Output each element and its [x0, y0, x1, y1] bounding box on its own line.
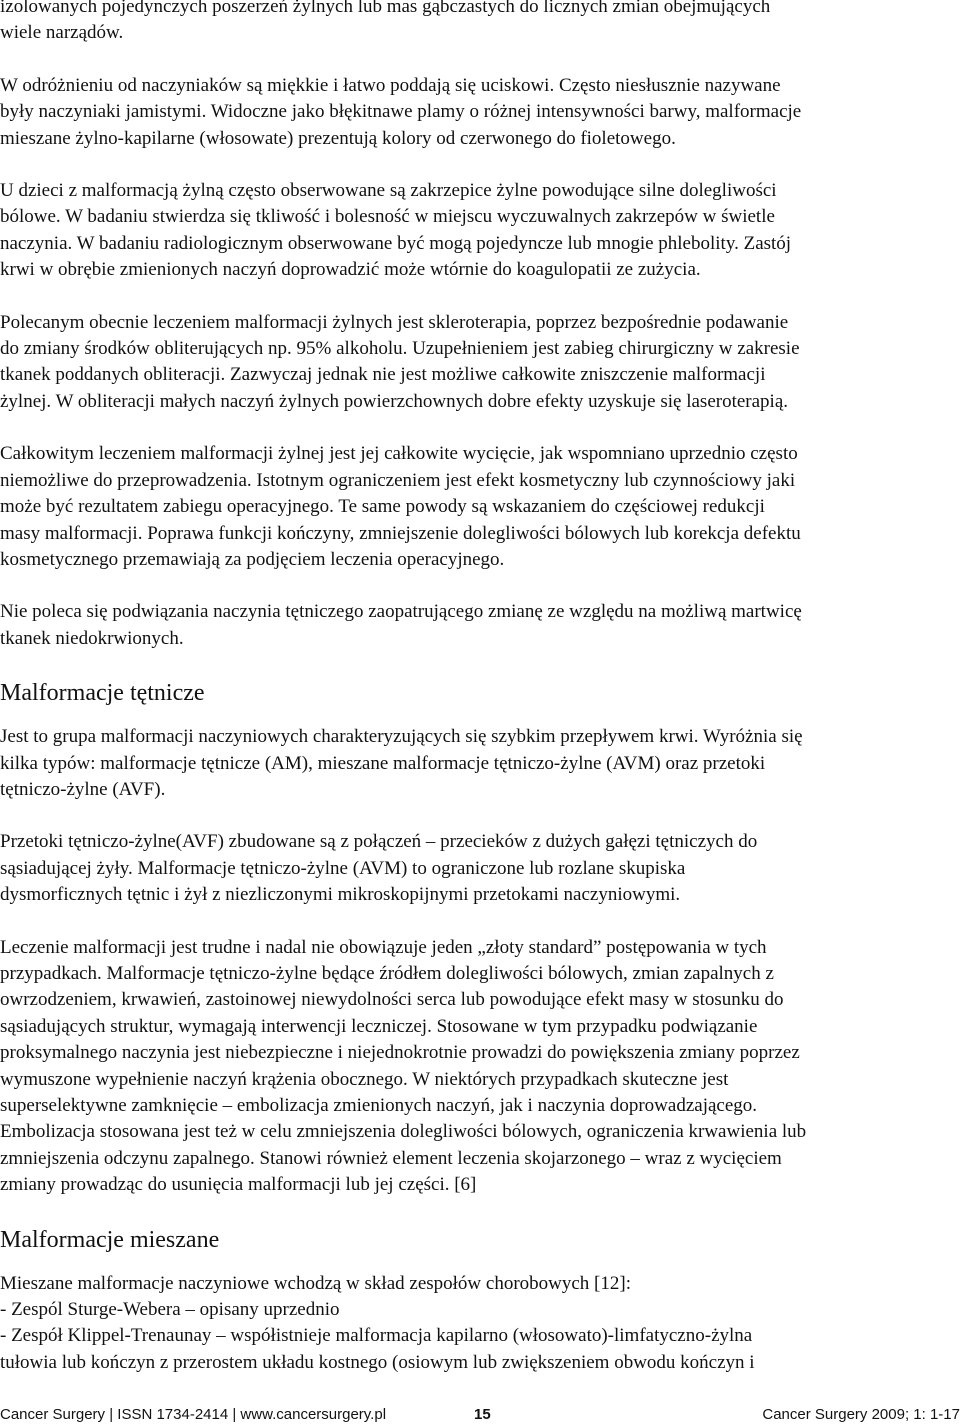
- text-line: niemożliwe do przeprowadzenia. Istotnym ograniczeniem jest efekt kosmetyczny lub czynnościowy jaki: [0, 469, 796, 491]
- paragraph: [0, 0, 960, 47]
- text-line: tętniczo-żylne (AVF).: [0, 778, 166, 800]
- paragraph: [0, 599, 960, 652]
- text-line: kosmetycznego przemawiają za podjęciem leczenia operacyjnego.: [0, 548, 505, 570]
- footer-citation: Cancer Surgery 2009; 1: 1-17: [762, 1406, 960, 1423]
- text-line: bólowe. W badaniu stwierdza się tkliwość i bolesność w miejscu wyczuwalnych zakrzepów w świetle: [0, 206, 775, 228]
- paragraph: [0, 73, 960, 152]
- paragraph: [0, 829, 960, 908]
- text-line: wiele narządów.: [0, 22, 124, 44]
- text-line: Nie poleca się podwiązania naczynia tętniczego zaopatrującego zmianę ze względu na możliwą martwicę: [0, 601, 802, 623]
- footer-page-number: 15: [474, 1406, 491, 1423]
- text-line: - Zespół Klippel-Trenaunay – współistnieje malformacja kapilarno (włosowato)-limfatyczno-żylna: [0, 1325, 753, 1347]
- text-line: sąsiadującej żyły. Malformacje tętniczo-żylne (AVM) to ograniczone lub rozlane skupiska: [0, 857, 686, 879]
- footer-journal-info: Cancer Surgery | ISSN 1734-2414 | www.cancersurgery.pl: [0, 1406, 387, 1423]
- text-line: przypadkach. Malformacje tętniczo-żylne będące źródłem dolegliwości bólowych, zmian zapalnych z: [0, 962, 774, 984]
- paragraph: [0, 935, 960, 1199]
- section-heading-arterial: Malformacje tętnicze: [0, 680, 205, 707]
- section-heading-mixed: Malformacje mieszane: [0, 1226, 220, 1253]
- text-line: proksymalnego naczynia jest niebezpieczne i niejednokrotnie prowadzi do powiększenia zmiany poprzez: [0, 1042, 800, 1064]
- text-line: U dzieci z malformacją żylną często obserwowane są zakrzepice żylne powodujące silne dolegliwości: [0, 180, 777, 202]
- text-line: wymuszone wypełnienie naczyń krążenia obocznego. W niektórych przypadkach skuteczne jest: [0, 1068, 729, 1090]
- section-mixed: [0, 1271, 960, 1377]
- text-line: były naczyniaki jamistymi. Widoczne jako błękitnawe plamy o różnej intensywności barwy, malformacje: [0, 101, 802, 123]
- section-arterial: [0, 724, 960, 1199]
- text-line: Mieszane malformacje naczyniowe wchodzą w skład zespołów chorobowych [12]:: [0, 1272, 631, 1294]
- text-line: superselektywne zamknięcie – embolizacja zmienionych naczyń, jak i naczynia doprowadzającego.: [0, 1095, 758, 1116]
- section-intro: [0, 0, 960, 652]
- text-line: do zmiany środków obliterujących np. 95% alkoholu. Uzupełnieniem jest zabieg chirurgiczny w zakresie: [0, 338, 800, 360]
- text-line: masy malformacji. Poprawa funkcji kończyny, zmniejszenie dolegliwości bólowych lub korekcja defektu: [0, 522, 801, 544]
- text-line: dysmorficznych tętnic i żył z niezliczonymi mikroskopijnymi przetokami naczyniowymi.: [0, 884, 681, 906]
- text-line: kilka typów: malformacje tętnicze (AM), mieszane malformacje tętniczo-żylne (AVM) oraz przetoki: [0, 752, 766, 774]
- text-line: Embolizacja stosowana jest też w celu zmniejszenia dolegliwości bólowych, ograniczenia krwawienia lub: [0, 1121, 807, 1143]
- paragraph: [0, 1271, 960, 1377]
- text-line: W odróżnieniu od naczyniaków są miękkie i łatwo poddają się uciskowi. Często niesłusznie nazywane: [0, 74, 781, 96]
- paragraph: [0, 724, 960, 803]
- text-line: krwi w obrębie zmienionych naczyń doprowadzić może wtórnie do koagulopatii ze zużycia.: [0, 259, 701, 281]
- text-line: - Zespól Sturge-Webera – opisany uprzednio: [0, 1299, 340, 1321]
- text-line: Przetoki tętniczo-żylne(AVF) zbudowane są z połączeń – przecieków z dużych gałęzi tętniczych do: [0, 831, 758, 853]
- text-line: mieszane żylno-kapilarne (włosowate) prezentują kolory od czerwonego do fioletowego.: [0, 127, 676, 149]
- text-line: zmniejszenia odczynu zapalnego. Stanowi również element leczenia skojarzonego – wraz z wycięciem: [0, 1147, 782, 1169]
- text-line: może być rezultatem zabiegu operacyjnego. Te same powody są wskazaniem do częściowej redukcji: [0, 496, 765, 518]
- text-line: sąsiadujących struktur, wymagają interwencji leczniczej. Stosowane w tym przypadku podwiązanie: [0, 1015, 758, 1037]
- text-line: zmiany prowadząc do usunięcia malformacji lub jej części. [6]: [0, 1174, 477, 1196]
- paragraph: [0, 310, 960, 416]
- text-line: tkanek niedokrwionych.: [0, 627, 184, 649]
- text-line: izolowanych pojedynczych poszerzeń żylnych lub mas gąbczastych do licznych zmian obejmujących: [0, 0, 771, 17]
- paragraph: [0, 178, 960, 284]
- text-line: tkanek poddanych obliteracji. Zazwyczaj jednak nie jest możliwe całkowite zniszczenie malformacji: [0, 364, 766, 386]
- text-line: naczynia. W badaniu radiologicznym obserwowane być mogą pojedyncze lub mnogie phlebolity. Zastój: [0, 232, 792, 254]
- text-line: Jest to grupa malformacji naczyniowych charakteryzujących się szybkim przepływem krwi. Wyróżnia się: [0, 726, 803, 748]
- paragraph: [0, 441, 960, 573]
- text-line: Polecanym obecnie leczeniem malformacji żylnych jest skleroterapia, poprzez bezpośrednie podawanie: [0, 311, 789, 333]
- text-line: Leczenie malformacji jest trudne i nadal nie obowiązuje jeden „złoty standard” postępowania w tych: [0, 936, 767, 958]
- text-line: owrzodzeniem, krwawień, zastoinowej niewydolności serca lub powodujące efekt masy w stosunku do: [0, 989, 784, 1011]
- text-line: Całkowitym leczeniem malformacji żylnej jest jej całkowite wycięcie, jak wspomniano uprzednio często: [0, 443, 798, 465]
- page-footer: [0, 1405, 960, 1427]
- text-line: żylnej. W obliteracji małych naczyń żylnych powierzchownych dobre efekty uzyskuje się laseroterapią.: [0, 390, 789, 412]
- text-line: tułowia lub kończyn z przerostem układu kostnego (osiowym lub zwiększeniem obwodu kończyn i: [0, 1351, 755, 1373]
